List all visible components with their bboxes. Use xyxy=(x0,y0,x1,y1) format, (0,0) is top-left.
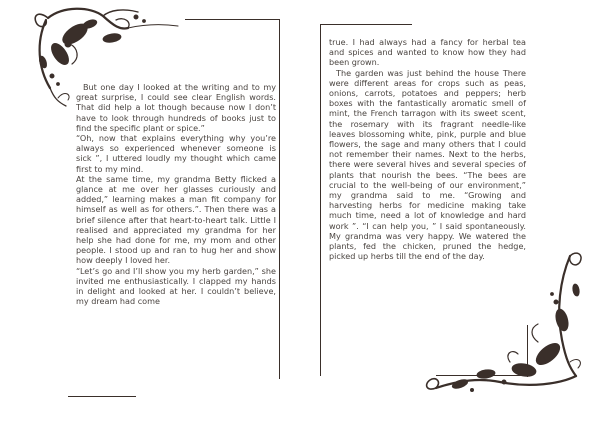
paragraph: “Oh, now that explains everything why you’re always so experienced whenever someone is sick ”, I uttered loudly my thought which came first to my mind. xyxy=(76,133,276,174)
left-page-text xyxy=(76,82,276,306)
paragraph: true. I had always had a fancy for herbal tea and spices and wanted to know how they had been grown. xyxy=(329,37,526,68)
right-page-left-border xyxy=(320,24,321,376)
left-page-right-border xyxy=(279,19,280,379)
paragraph: “Let’s go and I’ll show you my herb garden,” she invited me enthusiastically. I clapped my hands in delight and looked at her. I couldn’t believe, my dream had come xyxy=(76,265,276,307)
right-page-text xyxy=(329,37,526,261)
top-left-rule xyxy=(185,19,280,20)
right-top-rule xyxy=(320,24,412,25)
paragraph: But one day I looked at the writing and to my great surprise, I could see clear English words. That did help a lot though because now I don’t have to look through hundreds of books just to find the specific plant or spice.” xyxy=(76,82,276,133)
bottom-right-ornament xyxy=(420,250,592,400)
paragraph: The garden was just behind the house There were different areas for crops such as peas, onions, carrots, potatoes and peppers; herb boxes with the fantastically aromatic smell of mint, the French tarragon with its sweet scent, the rosemary with its fragrant needle-like leaves blossoming white, pink, purple and blue flowers, the sage and many others that I could not remember their names. Next to the herbs, there were several hives and several species of plants that nourish the bees. “The bees are crucial to the well-being of our environment,” my grandma said to me. “Growing and harvesting herbs for medicine making take much time, need a lot of knowledge and hard work ”. “I can help you, ” I said spontaneously. My grandma was very happy. We watered the plants, fed the chicken, pruned the hedge, picked up herbs till the end of the day. xyxy=(329,67,526,262)
paragraph: At the same time, my grandma Betty flicked a glance at me over her glasses curiously and added,” learning makes a man fit company for himself as well as for others.”. Then there was a brief silence after that heart-to-heart talk. Little I realised and appreciated my grandma for her help she had done for me, my mom and other people. I stood up and ran to hug her and show how deeply I loved her. xyxy=(76,173,276,266)
bottom-left-rule xyxy=(68,396,136,397)
